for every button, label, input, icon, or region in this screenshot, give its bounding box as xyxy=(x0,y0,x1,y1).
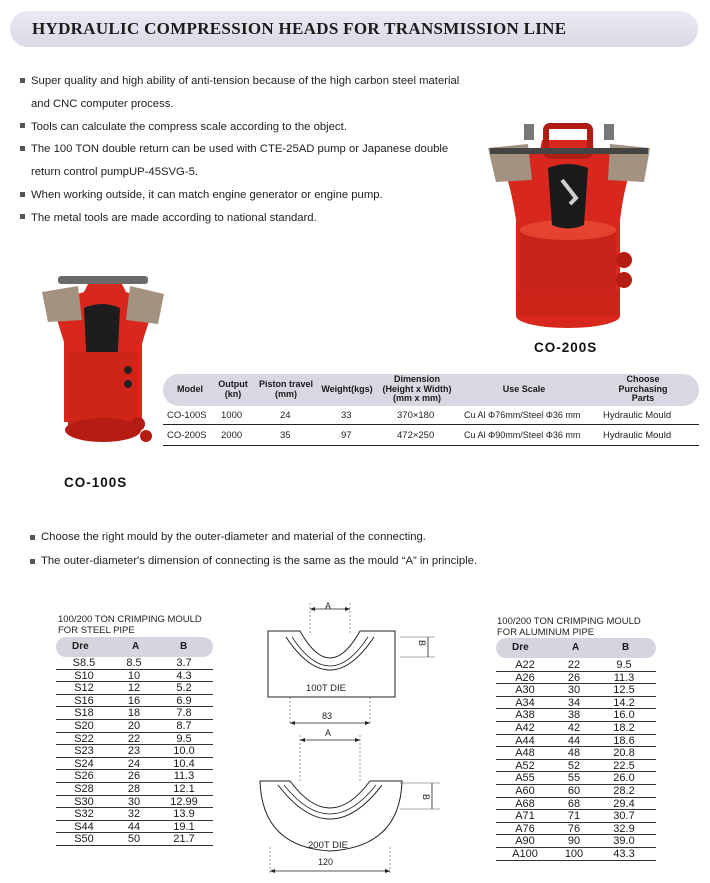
table-cell: 32.9 xyxy=(613,822,635,835)
spec-table xyxy=(163,374,699,454)
table-cell: 28 xyxy=(127,783,141,795)
spec-cell: CO-200S xyxy=(167,430,207,441)
table-cell: 42 xyxy=(567,722,581,734)
table-cell: 22.5 xyxy=(613,759,635,772)
table-row xyxy=(496,823,656,836)
table-cell: A60 xyxy=(515,785,535,797)
table-row xyxy=(56,707,213,720)
table-cell: A71 xyxy=(515,810,535,823)
table-cell: S32 xyxy=(74,808,94,821)
table-cell: 12.1 xyxy=(173,783,195,795)
feature-list xyxy=(20,70,490,230)
feature-item-cont: return control pumpUP-45SVG-5. xyxy=(31,166,199,179)
spec-row-rule xyxy=(163,445,699,446)
table-row xyxy=(56,720,213,733)
table-cell: 30.7 xyxy=(613,810,635,823)
spec-header-parts: Choose Purchasing Parts xyxy=(618,374,668,403)
table-cell: 100 xyxy=(564,848,584,860)
table-row xyxy=(496,672,656,685)
table-cell: 12.5 xyxy=(613,684,635,697)
table-cell: A90 xyxy=(515,835,535,848)
table-cell: 21.7 xyxy=(173,833,195,846)
spec-cell: 33 xyxy=(341,410,352,421)
table-cell: S16 xyxy=(74,694,94,707)
table-cell: 38 xyxy=(567,709,581,722)
spec-header-use-scale: Use Scale xyxy=(502,384,546,394)
table-cell: 28.2 xyxy=(613,785,635,797)
spec-cell: 97 xyxy=(341,430,352,441)
table-cell: 48 xyxy=(567,747,581,760)
table-cell: 18.2 xyxy=(613,722,635,734)
steel-table-header: Dre A B xyxy=(56,637,213,657)
table-cell: S26 xyxy=(74,770,94,783)
table-row xyxy=(496,722,656,735)
feature-item-cont: and CNC computer process. xyxy=(31,97,174,110)
table-cell: S28 xyxy=(74,783,94,795)
table-cell: 14.2 xyxy=(613,696,635,709)
table-cell: A34 xyxy=(515,696,535,709)
die100-b-label: B xyxy=(417,639,428,647)
table-row xyxy=(56,783,213,796)
table-row xyxy=(496,835,656,848)
table-row xyxy=(496,684,656,697)
table-row xyxy=(56,808,213,821)
note-item: The outer-diameter's dimension of connecting is the same as the mould “A” in principle. xyxy=(30,549,630,573)
table-cell: 18 xyxy=(127,707,141,720)
bullet-icon xyxy=(20,123,25,128)
spec-cell: CO-100S xyxy=(167,410,207,421)
table-cell: S12 xyxy=(74,682,94,695)
table-row xyxy=(56,695,213,708)
table-cell: 20.8 xyxy=(613,747,635,760)
table-cell: S10 xyxy=(74,669,94,682)
table-cell: A42 xyxy=(515,722,535,734)
notes-list xyxy=(30,525,630,573)
die-diagram xyxy=(250,585,450,877)
table-row xyxy=(496,810,656,823)
steel-table-title: 100/200 TON CRIMPING MOULD FOR STEEL PIPE xyxy=(58,614,202,636)
table-cell: S20 xyxy=(74,720,94,732)
bullet-icon xyxy=(20,214,25,219)
table-cell: 12 xyxy=(127,682,141,695)
row-rule xyxy=(496,860,656,861)
spec-header-weight: Weight(kgs) xyxy=(321,384,373,394)
table-cell: A30 xyxy=(515,684,535,697)
table-row xyxy=(496,659,656,672)
table-row xyxy=(496,772,656,785)
spec-cell: Hydraulic Mould xyxy=(603,430,672,441)
table-cell: 11.3 xyxy=(613,671,635,684)
table-cell: 10 xyxy=(127,669,141,682)
table-cell: 24 xyxy=(127,757,141,770)
feature-item: Super quality and high ability of anti-tension because of the high carbon steel material xyxy=(20,70,490,93)
die100-a-label: A xyxy=(325,601,332,611)
table-cell: 19.1 xyxy=(173,820,195,833)
table-cell: 3.7 xyxy=(176,657,192,669)
die200-label: 200T DIE xyxy=(308,840,348,851)
aluminum-table-header: Dre A B xyxy=(496,638,656,658)
co100s-product-image xyxy=(38,272,168,462)
table-row xyxy=(56,770,213,783)
table-cell: 55 xyxy=(567,772,581,785)
table-cell: 18.6 xyxy=(613,734,635,747)
table-cell: 30 xyxy=(567,684,581,697)
co200s-label: CO-200S xyxy=(534,340,598,355)
bullet-icon xyxy=(30,559,35,564)
table-cell: 10.0 xyxy=(173,745,195,758)
table-cell: 10.4 xyxy=(173,757,195,770)
spec-cell: 472×250 xyxy=(397,430,435,441)
table-row xyxy=(56,745,213,758)
spec-cell: 1000 xyxy=(221,410,243,421)
feature-item: The 100 TON double return can be used with CTE-25AD pump or Japanese double xyxy=(20,138,490,161)
spec-cell: 35 xyxy=(280,430,291,441)
table-row xyxy=(56,670,213,683)
table-cell: 12.99 xyxy=(170,795,198,808)
table-cell: 26 xyxy=(567,671,581,684)
table-cell: 22 xyxy=(127,732,141,745)
table-row xyxy=(56,821,213,834)
spec-cell: Cu Al Φ90mm/Steel Φ36 mm xyxy=(464,430,581,440)
feature-item: When working outside, it can match engine generator or engine pump. xyxy=(20,184,490,207)
table-row xyxy=(496,798,656,811)
page-title: HYDRAULIC COMPRESSION HEADS FOR TRANSMISSION LINE xyxy=(32,19,567,38)
bullet-icon xyxy=(20,146,25,151)
table-cell: 20 xyxy=(127,720,141,732)
table-cell: 13.9 xyxy=(173,808,195,821)
table-row xyxy=(56,657,213,670)
spec-cell: 24 xyxy=(280,410,291,421)
table-row xyxy=(496,697,656,710)
table-cell: 43.3 xyxy=(613,848,635,860)
table-cell: 71 xyxy=(567,810,581,823)
table-cell: A44 xyxy=(515,734,535,747)
table-cell: 23 xyxy=(127,745,141,758)
die200-b-label: B xyxy=(421,793,432,801)
spec-header-model: Model xyxy=(177,384,203,394)
title-bar xyxy=(10,11,698,47)
table-row xyxy=(496,760,656,773)
table-cell: 9.5 xyxy=(176,732,192,745)
note-item: Choose the right mould by the outer-diameter and material of the connecting. xyxy=(30,525,630,549)
table-row xyxy=(496,747,656,760)
table-cell: 16.0 xyxy=(613,709,635,722)
bullet-icon xyxy=(20,78,25,83)
table-cell: S24 xyxy=(74,757,94,770)
table-cell: A22 xyxy=(515,659,535,671)
table-cell: A52 xyxy=(515,759,535,772)
die100-width: 83 xyxy=(322,711,333,721)
bullet-icon xyxy=(30,535,35,540)
table-cell: 90 xyxy=(567,835,581,848)
table-cell: 4.3 xyxy=(176,669,192,682)
table-row xyxy=(56,733,213,746)
spec-cell: Cu Al Φ76mm/Steel Φ36 mm xyxy=(464,410,581,420)
table-cell: 9.5 xyxy=(616,659,632,671)
table-cell: S18 xyxy=(74,707,94,720)
table-cell: S50 xyxy=(74,833,94,846)
table-row xyxy=(56,682,213,695)
table-cell: A68 xyxy=(515,797,535,810)
table-cell: 30 xyxy=(127,795,141,808)
table-row xyxy=(496,735,656,748)
table-cell: 22 xyxy=(567,659,581,671)
aluminum-table-title: 100/200 TON CRIMPING MOULD FOR ALUMINUM PIPE xyxy=(497,616,641,638)
table-cell: 8.5 xyxy=(126,657,142,669)
spec-cell: Hydraulic Mould xyxy=(603,410,672,421)
table-cell: A26 xyxy=(515,671,535,684)
table-cell: 50 xyxy=(127,833,141,846)
die200-a-label: A xyxy=(325,728,332,738)
bullet-icon xyxy=(20,192,25,197)
table-row xyxy=(496,848,656,861)
spec-row-rule xyxy=(163,424,699,425)
table-row xyxy=(496,709,656,722)
die200-width: 120 xyxy=(318,857,334,867)
table-cell: 29.4 xyxy=(613,797,635,810)
table-cell: 60 xyxy=(567,785,581,797)
table-cell: 5.2 xyxy=(176,682,192,695)
table-cell: 6.9 xyxy=(176,694,192,707)
table-cell: S23 xyxy=(74,745,94,758)
die100-label: 100T DIE xyxy=(306,683,346,694)
feature-item: Tools can calculate the compress scale according to the object. xyxy=(20,116,490,139)
feature-item: The metal tools are made according to national standard. xyxy=(20,207,490,230)
table-cell: 68 xyxy=(567,797,581,810)
table-cell: 44 xyxy=(127,820,141,833)
spec-header-piston: Piston travel (mm) xyxy=(258,379,314,399)
table-cell: A100 xyxy=(512,848,538,860)
table-cell: S8.5 xyxy=(72,657,96,669)
table-cell: 8.7 xyxy=(176,720,192,732)
table-row xyxy=(496,785,656,798)
spec-header-output: Output (kn) xyxy=(218,379,248,399)
table-cell: 52 xyxy=(567,759,581,772)
table-row xyxy=(56,833,213,846)
table-cell: 26 xyxy=(127,770,141,783)
table-row xyxy=(56,758,213,771)
spec-header-dimension: Dimension (Height x Width) (mm x mm) xyxy=(382,374,452,403)
table-cell: S22 xyxy=(74,732,94,745)
table-cell: 39.0 xyxy=(613,835,635,848)
table-cell: A55 xyxy=(515,772,535,785)
table-cell: 76 xyxy=(567,822,581,835)
spec-cell: 370×180 xyxy=(397,410,435,421)
table-cell: A48 xyxy=(515,747,535,760)
co100s-label: CO-100S xyxy=(64,475,128,490)
table-cell: 34 xyxy=(567,696,581,709)
table-cell: A76 xyxy=(515,822,535,835)
table-cell: 44 xyxy=(567,734,581,747)
table-row xyxy=(56,796,213,809)
row-rule xyxy=(56,845,213,846)
table-cell: 32 xyxy=(127,808,141,821)
spec-cell: 2000 xyxy=(221,430,243,441)
table-cell: 7.8 xyxy=(176,707,192,720)
table-cell: 11.3 xyxy=(173,770,195,783)
co200s-product-image xyxy=(480,120,660,330)
table-cell: 26.0 xyxy=(613,772,635,785)
table-cell: S30 xyxy=(74,795,94,808)
table-cell: S44 xyxy=(74,820,94,833)
table-cell: 16 xyxy=(127,694,141,707)
table-cell: A38 xyxy=(515,709,535,722)
